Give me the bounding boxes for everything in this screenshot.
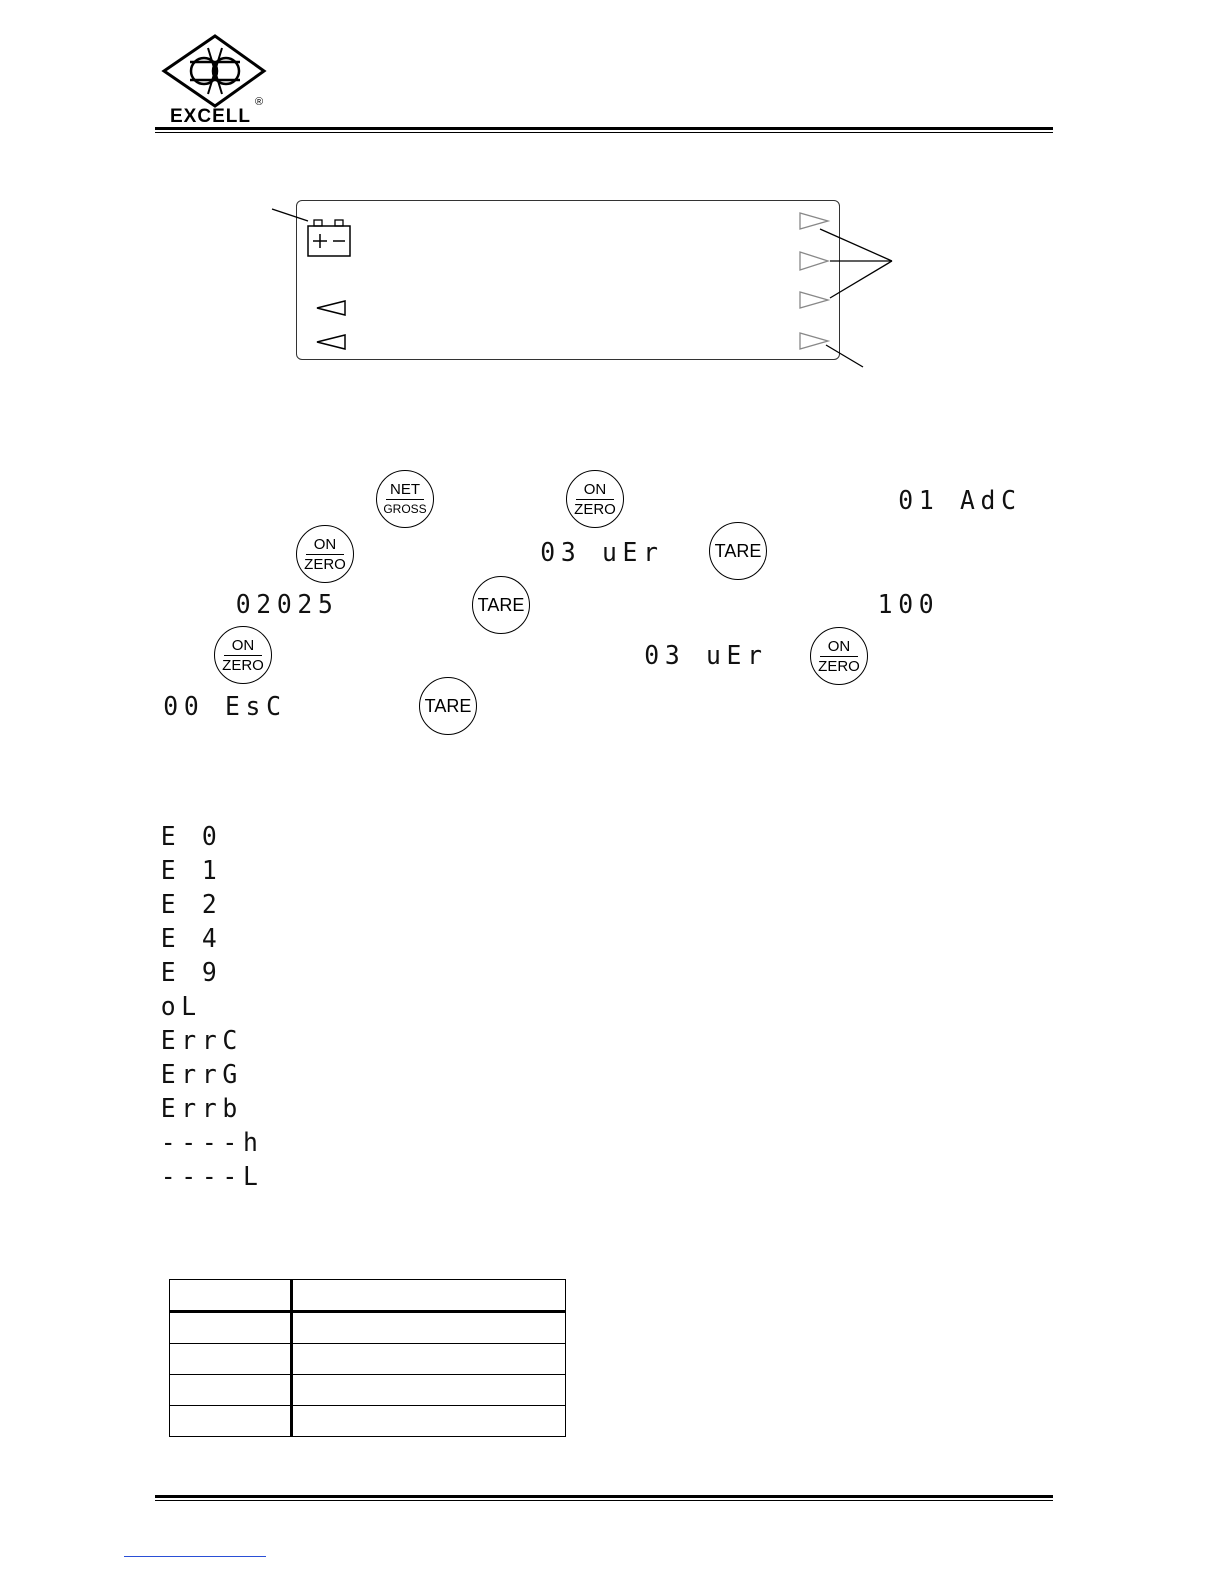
tare-key[interactable]: TARE — [419, 677, 477, 735]
error-code: E 4 — [160, 924, 223, 954]
table-row — [170, 1406, 566, 1437]
parameter-table — [169, 1279, 566, 1437]
error-code: ErrG — [160, 1060, 244, 1090]
tare-key[interactable]: TARE — [709, 522, 767, 580]
right-indicator-arrow-icon — [800, 292, 828, 308]
footer-rule — [155, 1495, 1053, 1501]
tare-key[interactable]: TARE — [472, 576, 530, 634]
excell-logo-mark-icon — [160, 34, 270, 109]
on-zero-key[interactable]: ON ZERO — [566, 470, 624, 528]
battery-icon — [308, 220, 350, 256]
error-code: ----L — [160, 1162, 264, 1192]
left-indicator-arrow-icon — [317, 335, 345, 349]
table-row — [170, 1344, 566, 1375]
excell-logo — [160, 34, 270, 130]
error-code: E 9 — [160, 958, 223, 988]
error-code: E 0 — [160, 822, 223, 852]
registered-mark: ® — [255, 96, 264, 108]
on-zero-key[interactable]: ON ZERO — [296, 525, 354, 583]
error-code: Errb — [160, 1094, 244, 1124]
error-code: ErrC — [160, 1026, 244, 1056]
segment-display-value: 100 — [877, 590, 940, 620]
right-indicator-arrow-icon — [800, 333, 828, 349]
right-indicator-arrow-icon — [800, 252, 828, 270]
error-code-list — [158, 820, 266, 1194]
left-indicator-arrow-icon — [317, 301, 345, 315]
segment-display-code: 02025 — [235, 590, 339, 620]
error-code: E 1 — [160, 856, 223, 886]
net-gross-key[interactable]: NET GROSS — [376, 470, 434, 528]
right-indicator-arrow-icon — [800, 213, 828, 229]
on-zero-key[interactable]: ON ZERO — [214, 626, 272, 684]
error-code: E 2 — [160, 890, 223, 920]
error-code: oL — [160, 992, 202, 1022]
table-row — [170, 1280, 566, 1312]
footer-link-underline[interactable] — [124, 1556, 266, 1557]
header-rule — [155, 127, 1053, 133]
segment-display-ver: 03 uEr — [644, 641, 768, 671]
lcd-annotations — [260, 195, 910, 375]
brand-name: EXCELL — [170, 106, 251, 127]
on-zero-key[interactable]: ON ZERO — [810, 627, 868, 685]
segment-display-ver: 03 uEr — [540, 538, 664, 568]
table-row — [170, 1312, 566, 1344]
error-code: ----h — [160, 1128, 264, 1158]
table-row — [170, 1375, 566, 1406]
segment-display-esc: 00 EsC — [163, 692, 287, 722]
segment-display-adc: 01 AdC — [898, 486, 1022, 516]
